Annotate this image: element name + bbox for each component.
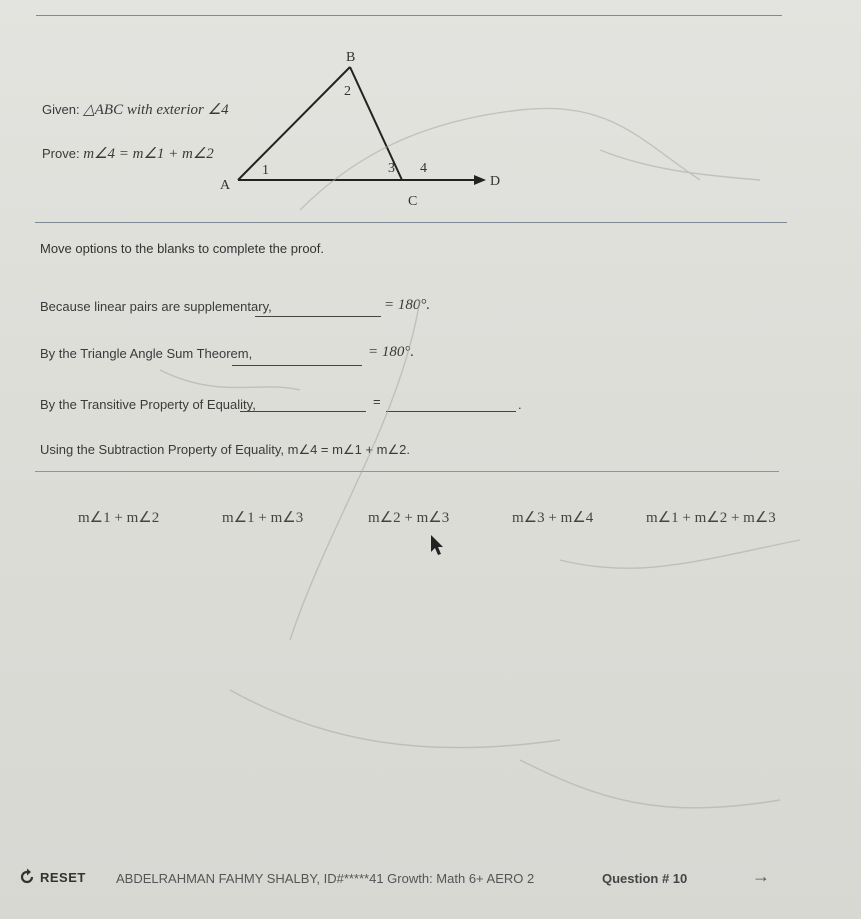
triangle-diagram [210, 45, 520, 215]
given-label: Given: [42, 102, 80, 117]
angle-4-label: 4 [420, 161, 427, 176]
prove-label: Prove: [42, 146, 80, 161]
reset-button[interactable] [18, 868, 86, 886]
question-number: Question # 10 [602, 871, 688, 886]
proof-line-2-tail: = 180°. [368, 344, 415, 360]
vertex-c-label: C [408, 194, 418, 209]
proof-divider [35, 222, 787, 223]
proof-line-3 [40, 397, 256, 412]
blank-2[interactable] [232, 364, 362, 366]
prove-text: m∠4 = m∠1 + m∠2 [83, 146, 214, 162]
proof-line-4 [40, 442, 410, 458]
angle-2-label: 2 [344, 84, 351, 99]
proof-line-3-end: . [518, 397, 522, 412]
blank-4[interactable] [386, 410, 516, 412]
angle-1-label: 1 [262, 163, 269, 178]
mouse-cursor-icon [430, 534, 444, 556]
proof-line-1-text: Because linear pairs are supplementary, [40, 299, 272, 314]
option-m1-plus-m2[interactable]: m∠1 + m∠2 [78, 510, 160, 526]
student-info: ABDELRAHMAN FAHMY SHALBY, ID#*****41 Growth: Math 6+ AERO 2 [116, 871, 535, 886]
proof-line-3-equals: = [373, 394, 381, 409]
proof-line-1-tail: = 180°. [384, 297, 431, 313]
option-m2-plus-m3[interactable]: m∠2 + m∠3 [368, 510, 450, 526]
proof-line-3-text: By the Transitive Property of Equality, [40, 397, 256, 412]
proof-line-4-text: Using the Subtraction Property of Equality, m∠4 = m∠1 + m∠2. [40, 442, 410, 457]
option-m1-plus-m3[interactable]: m∠1 + m∠3 [222, 510, 304, 526]
option-m1-plus-m2-plus-m3[interactable]: m∠1 + m∠2 + m∠3 [646, 510, 776, 526]
proof-line-2-text: By the Triangle Angle Sum Theorem, [40, 346, 253, 361]
proof-line-1 [40, 299, 272, 314]
proof-line-2 [40, 346, 252, 361]
top-divider [36, 15, 782, 16]
point-d-label: D [490, 174, 501, 189]
option-m3-plus-m4[interactable]: m∠3 + m∠4 [512, 510, 594, 526]
instructions: Move options to the blanks to complete the proof. [40, 241, 325, 256]
given-statement [42, 100, 229, 119]
side-AB [238, 67, 350, 180]
vertex-a-label: A [220, 178, 231, 193]
blank-3[interactable] [240, 410, 366, 412]
given-text: △ABC with exterior ∠4 [83, 102, 229, 118]
ray-arrowhead [474, 175, 486, 185]
next-arrow-icon[interactable]: → [752, 866, 770, 886]
vertex-b-label: B [346, 50, 356, 65]
blank-1[interactable] [255, 315, 381, 317]
reset-label: RESET [40, 869, 86, 885]
reset-icon [18, 868, 36, 886]
options-divider [35, 471, 779, 472]
prove-statement [42, 144, 214, 163]
angle-3-label: 3 [388, 161, 395, 176]
